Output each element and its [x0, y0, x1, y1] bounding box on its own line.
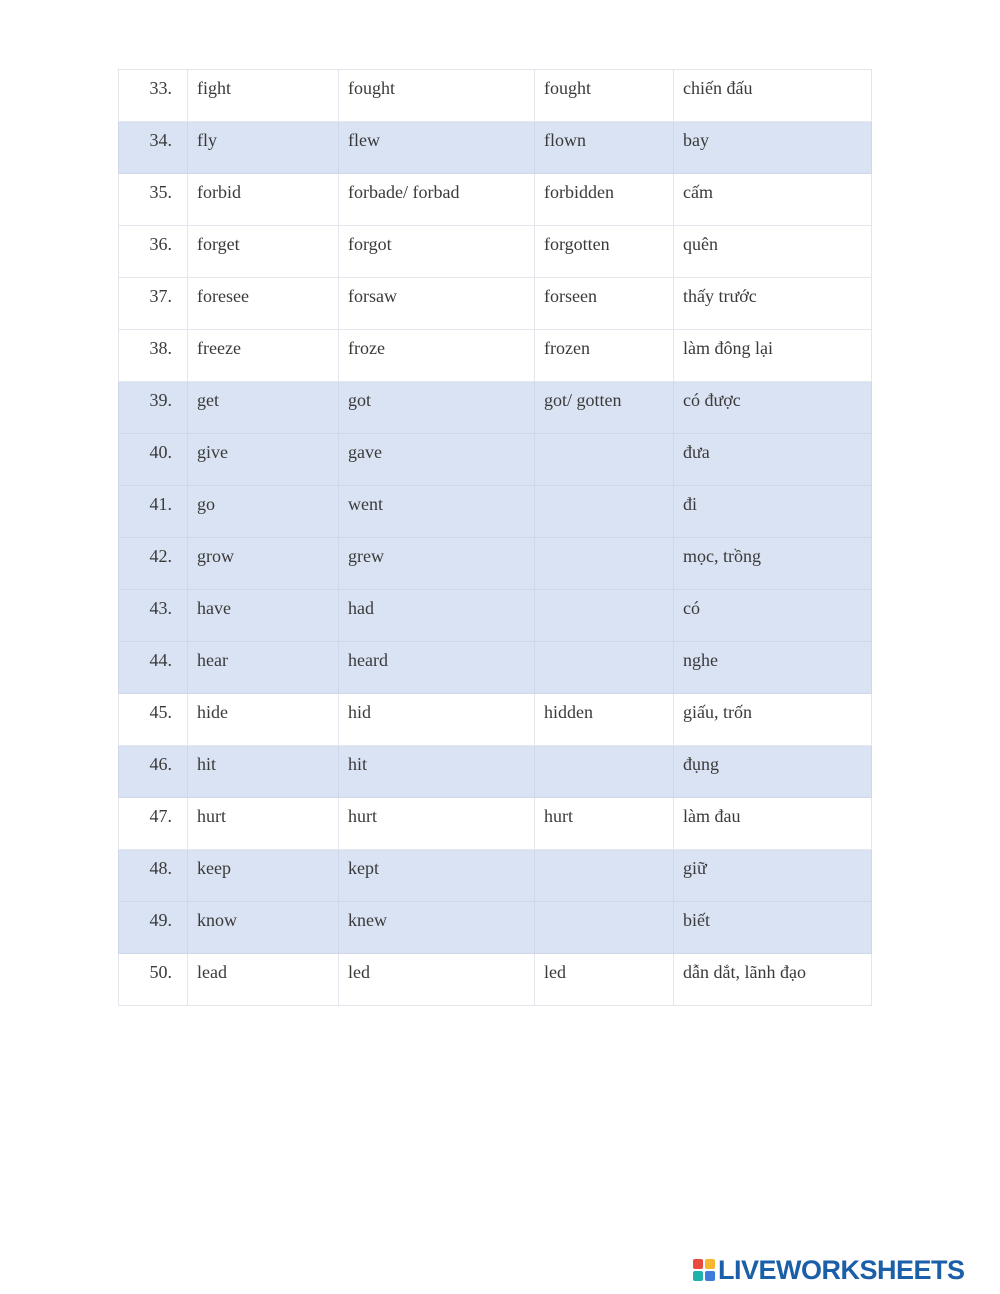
verb-base-form: forget	[188, 226, 339, 278]
verb-past-simple: forbade/ forbad	[339, 174, 535, 226]
verb-meaning: dẫn dắt, lãnh đạo	[674, 954, 872, 1006]
verb-base-form: hurt	[188, 798, 339, 850]
verb-meaning: quên	[674, 226, 872, 278]
verb-past-participle: got/ gotten	[535, 382, 674, 434]
verb-past-simple: fought	[339, 70, 535, 122]
verb-meaning: làm đau	[674, 798, 872, 850]
verb-base-form: know	[188, 902, 339, 954]
table-row	[119, 122, 872, 174]
verb-meaning: có được	[674, 382, 872, 434]
verb-past-simple: had	[339, 590, 535, 642]
liveworksheets-brand	[693, 1256, 965, 1284]
verb-base-form: fight	[188, 70, 339, 122]
table-row	[119, 746, 872, 798]
verb-base-form: grow	[188, 538, 339, 590]
verb-base-form: forbid	[188, 174, 339, 226]
verb-past-participle	[535, 590, 674, 642]
verb-base-form: freeze	[188, 330, 339, 382]
logo-tile-i	[705, 1259, 715, 1269]
verb-past-participle	[535, 486, 674, 538]
verb-past-simple: knew	[339, 902, 535, 954]
verb-past-participle: led	[535, 954, 674, 1006]
verb-meaning: làm đông lại	[674, 330, 872, 382]
verb-past-simple: got	[339, 382, 535, 434]
verb-meaning: mọc, trồng	[674, 538, 872, 590]
table-row	[119, 590, 872, 642]
verb-base-form: hit	[188, 746, 339, 798]
table-row	[119, 486, 872, 538]
brand-name: LIVEWORKSHEETS	[718, 1255, 965, 1285]
verb-number: 38.	[119, 330, 188, 382]
verb-base-form: hear	[188, 642, 339, 694]
table-row	[119, 278, 872, 330]
verb-table-body	[119, 70, 872, 1006]
verb-number: 43.	[119, 590, 188, 642]
verb-past-participle	[535, 902, 674, 954]
verb-past-simple: hid	[339, 694, 535, 746]
table-row	[119, 382, 872, 434]
verb-base-form: foresee	[188, 278, 339, 330]
verb-meaning: chiến đấu	[674, 70, 872, 122]
verb-past-simple: hurt	[339, 798, 535, 850]
verb-base-form: have	[188, 590, 339, 642]
verb-past-participle: hurt	[535, 798, 674, 850]
verb-past-participle: frozen	[535, 330, 674, 382]
verb-meaning: biết	[674, 902, 872, 954]
verb-past-participle: forgotten	[535, 226, 674, 278]
verb-base-form: give	[188, 434, 339, 486]
table-row	[119, 70, 872, 122]
verb-number: 50.	[119, 954, 188, 1006]
logo-tile-l	[693, 1259, 703, 1269]
verb-base-form: hide	[188, 694, 339, 746]
verb-meaning: bay	[674, 122, 872, 174]
verb-past-participle: forbidden	[535, 174, 674, 226]
verb-past-simple: hit	[339, 746, 535, 798]
verb-number: 48.	[119, 850, 188, 902]
table-row	[119, 694, 872, 746]
table-row	[119, 954, 872, 1006]
verb-meaning: đi	[674, 486, 872, 538]
verb-past-participle: fought	[535, 70, 674, 122]
verb-number: 42.	[119, 538, 188, 590]
table-row	[119, 902, 872, 954]
verb-past-participle	[535, 850, 674, 902]
table-row	[119, 330, 872, 382]
verb-base-form: go	[188, 486, 339, 538]
verb-past-participle	[535, 642, 674, 694]
verb-meaning: có	[674, 590, 872, 642]
verb-base-form: keep	[188, 850, 339, 902]
verb-number: 39.	[119, 382, 188, 434]
verb-past-participle	[535, 538, 674, 590]
verb-number: 45.	[119, 694, 188, 746]
verb-number: 44.	[119, 642, 188, 694]
verb-meaning: giấu, trốn	[674, 694, 872, 746]
table-row	[119, 226, 872, 278]
table-row	[119, 434, 872, 486]
verb-past-simple: went	[339, 486, 535, 538]
verb-number: 41.	[119, 486, 188, 538]
verb-past-simple: forsaw	[339, 278, 535, 330]
verb-number: 34.	[119, 122, 188, 174]
verb-past-simple: forgot	[339, 226, 535, 278]
verb-meaning: giữ	[674, 850, 872, 902]
verb-past-participle: hidden	[535, 694, 674, 746]
verb-past-participle	[535, 746, 674, 798]
logo-tile-v	[693, 1271, 703, 1281]
verb-number: 37.	[119, 278, 188, 330]
verb-past-simple: kept	[339, 850, 535, 902]
verb-meaning: nghe	[674, 642, 872, 694]
verb-past-participle: forseen	[535, 278, 674, 330]
verb-past-simple: gave	[339, 434, 535, 486]
logo-tile-e	[705, 1271, 715, 1281]
liveworksheets-logo-icon	[693, 1259, 715, 1281]
table-row	[119, 174, 872, 226]
verb-meaning: đụng	[674, 746, 872, 798]
verb-base-form: lead	[188, 954, 339, 1006]
verb-number: 36.	[119, 226, 188, 278]
table-row	[119, 642, 872, 694]
verb-past-simple: grew	[339, 538, 535, 590]
verb-past-simple: flew	[339, 122, 535, 174]
verb-number: 33.	[119, 70, 188, 122]
verb-past-simple: heard	[339, 642, 535, 694]
verb-past-simple: led	[339, 954, 535, 1006]
verb-base-form: get	[188, 382, 339, 434]
verb-past-simple: froze	[339, 330, 535, 382]
verb-number: 40.	[119, 434, 188, 486]
verb-number: 47.	[119, 798, 188, 850]
irregular-verbs-table	[118, 69, 872, 1006]
verb-meaning: cấm	[674, 174, 872, 226]
verb-meaning: thấy trước	[674, 278, 872, 330]
verb-number: 46.	[119, 746, 188, 798]
verb-meaning: đưa	[674, 434, 872, 486]
verb-base-form: fly	[188, 122, 339, 174]
table-row	[119, 850, 872, 902]
verb-number: 35.	[119, 174, 188, 226]
verb-number: 49.	[119, 902, 188, 954]
table-row	[119, 798, 872, 850]
verb-past-participle: flown	[535, 122, 674, 174]
table-row	[119, 538, 872, 590]
verb-past-participle	[535, 434, 674, 486]
